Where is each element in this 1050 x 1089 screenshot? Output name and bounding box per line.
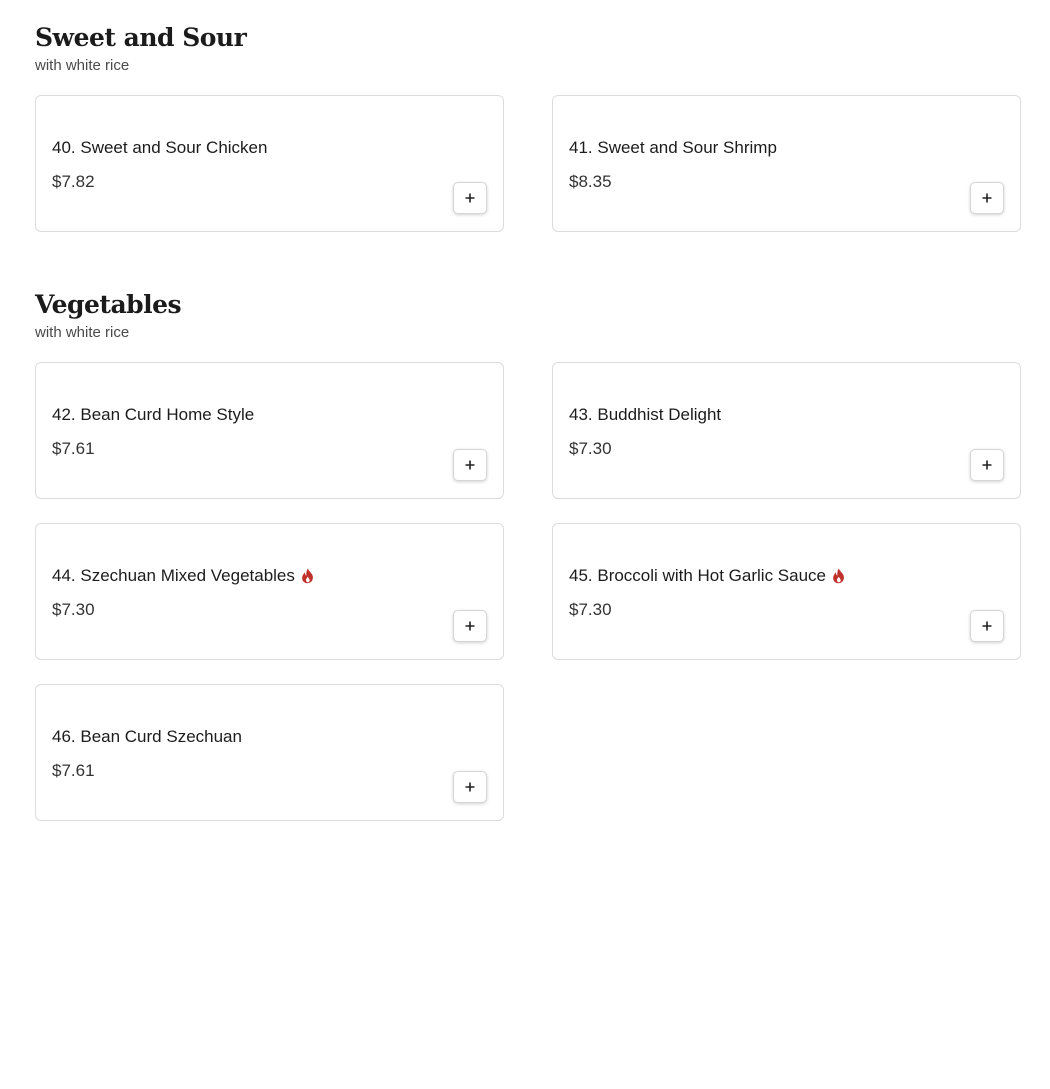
plus-icon xyxy=(465,621,475,631)
item-price: $7.82 xyxy=(52,172,95,191)
plus-icon xyxy=(465,193,475,203)
menu-item-card[interactable] xyxy=(35,95,504,232)
flame-icon xyxy=(832,568,845,584)
item-price: $7.61 xyxy=(52,761,95,780)
menu-item-card[interactable] xyxy=(552,95,1021,232)
add-item-button[interactable] xyxy=(453,449,487,481)
add-item-button[interactable] xyxy=(970,182,1004,214)
add-item-button[interactable] xyxy=(453,771,487,803)
menu-item-grid xyxy=(35,95,1021,232)
section-title: Sweet and Sour xyxy=(35,23,247,52)
item-price: $7.30 xyxy=(569,600,612,619)
menu-section-sweet-and-sour xyxy=(35,23,1021,232)
section-subtitle: with white rice xyxy=(35,324,130,341)
section-subtitle: with white rice xyxy=(35,57,130,74)
menu-item-card[interactable] xyxy=(35,523,504,660)
menu-item-card[interactable] xyxy=(552,362,1021,499)
plus-icon xyxy=(465,460,475,470)
item-name: 41. Sweet and Sour Shrimp xyxy=(569,138,777,157)
item-name: 45. Broccoli with Hot Garlic Sauce xyxy=(569,565,845,587)
menu-section-vegetables xyxy=(35,290,1021,821)
plus-icon xyxy=(982,460,992,470)
add-item-button[interactable] xyxy=(453,610,487,642)
menu-item-card[interactable] xyxy=(35,362,504,499)
item-price: $7.30 xyxy=(52,600,95,619)
flame-icon xyxy=(301,568,314,584)
plus-icon xyxy=(982,621,992,631)
item-name: 40. Sweet and Sour Chicken xyxy=(52,138,268,157)
item-name: 44. Szechuan Mixed Vegetables xyxy=(52,565,314,587)
item-name: 43. Buddhist Delight xyxy=(569,405,722,424)
menu-item-grid xyxy=(35,362,1021,821)
item-price: $8.35 xyxy=(569,172,612,191)
item-name: 42. Bean Curd Home Style xyxy=(52,405,255,424)
add-item-button[interactable] xyxy=(970,449,1004,481)
plus-icon xyxy=(982,193,992,203)
section-title: Vegetables xyxy=(35,290,182,319)
menu-item-card[interactable] xyxy=(35,684,504,821)
menu-item-card[interactable] xyxy=(552,523,1021,660)
item-price: $7.61 xyxy=(52,439,95,458)
item-price: $7.30 xyxy=(569,439,612,458)
add-item-button[interactable] xyxy=(453,182,487,214)
add-item-button[interactable] xyxy=(970,610,1004,642)
item-name: 46. Bean Curd Szechuan xyxy=(52,727,242,746)
plus-icon xyxy=(465,782,475,792)
